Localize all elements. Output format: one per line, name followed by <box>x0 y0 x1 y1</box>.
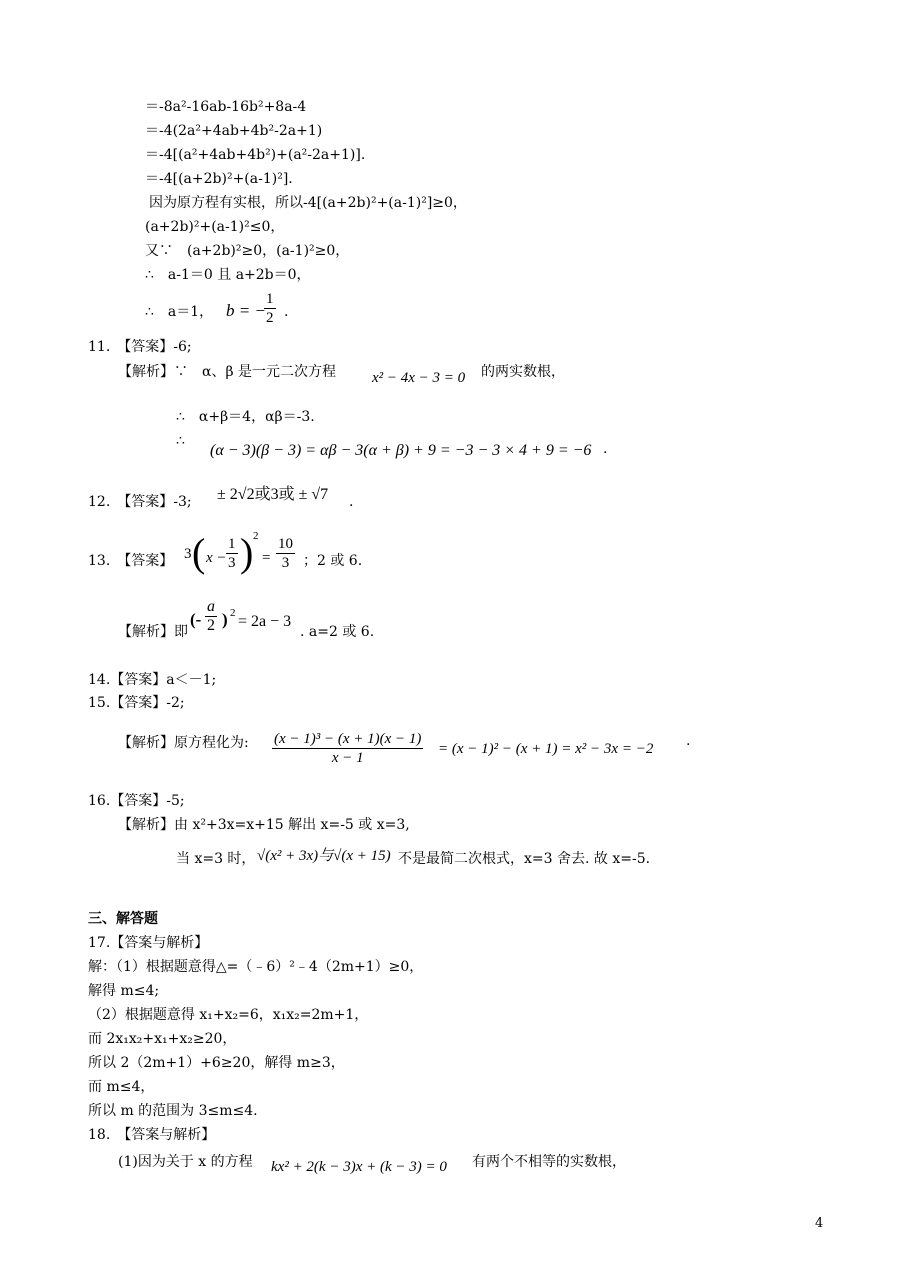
answer-line: 12. 【答案】-3; <box>88 494 192 510</box>
fraction-denominator: 2 <box>207 617 215 634</box>
text-line: 的两实数根， <box>481 364 565 380</box>
text-line: . <box>284 304 289 320</box>
text-line: 解得 m≤4; <box>88 983 160 999</box>
math-coefficient: 3 <box>184 546 192 562</box>
fraction-denominator: x − 1 <box>331 750 364 766</box>
answer-line: 16.【答案】-5; <box>88 793 185 809</box>
page-number: 4 <box>815 1216 824 1231</box>
text-line: . <box>686 733 691 749</box>
question-heading: 18. 【答案与解析】 <box>88 1127 216 1143</box>
text-line: ∴ a＝1， <box>145 304 214 320</box>
text-line: 又∵ (a+2b)²≥0，(a-1)²≥0， <box>145 243 350 259</box>
analysis-line: 【解析】即 <box>118 624 188 640</box>
text-line: 所以 m 的范围为 3≤m≤4. <box>88 1103 258 1119</box>
answer-line: 13. 【答案】 <box>88 553 174 569</box>
fraction-numerator: 10 <box>278 536 293 552</box>
text-line: ∴ a-1＝0 且 a+2b＝0， <box>145 267 311 283</box>
text-line: ＝-4[(a²+4ab+4b²)+(a²-2a+1)]. <box>145 147 366 163</box>
text-line: ∴ α+β＝4，αβ＝-3. <box>176 409 315 425</box>
math-fraction <box>272 730 423 767</box>
answer-line: 15.【答案】-2; <box>88 695 185 711</box>
text-line: （2）根据题意得 x₁+x₂=6，x₁x₂=2m+1， <box>88 1007 369 1023</box>
fraction-denominator: 3 <box>281 555 290 571</box>
text-line: . a=2 或 6. <box>300 624 375 640</box>
exponent: 2 <box>230 607 236 619</box>
analysis-line: 【解析】由 x²+3x=x+15 解出 x=-5 或 x=3, <box>118 817 410 833</box>
math-expression: x² − 4x − 3 = 0 <box>372 370 466 386</box>
fraction-numerator: 1 <box>228 536 236 552</box>
math-expression: = (x − 1)² − (x + 1) = x² − 3x = −2 <box>438 741 654 757</box>
text-line: 所以 2（2m+1）+6≥20，解得 m≥3， <box>88 1055 345 1071</box>
text-line: ∴ <box>176 433 185 449</box>
math-fraction <box>264 290 276 327</box>
math-expression: kx² + 2(k − 3)x + (k − 3) = 0 <box>271 1159 447 1175</box>
fraction-numerator: 1 <box>266 291 274 307</box>
text-line: 当 x=3 时， <box>176 851 256 867</box>
math-fraction <box>276 535 295 572</box>
text-line: ＝-4[(a+2b)²+(a-1)²]. <box>145 171 293 187</box>
text-line: ＝-8a²-16ab-16b²+8a-4 <box>145 99 307 115</box>
left-paren: ( <box>192 530 206 575</box>
math-open: (- <box>190 610 202 629</box>
fraction-denominator: 3 <box>228 555 236 571</box>
fraction-numerator: a <box>207 598 215 615</box>
text-line: . <box>349 494 354 510</box>
text-line: ＝-4(2a²+4ab+4b²-2a+1) <box>145 123 323 139</box>
math-fraction <box>226 535 238 572</box>
exponent: 2 <box>253 530 259 542</box>
math-expression: x − <box>206 550 227 566</box>
text-line: ；2 或 6. <box>303 553 363 569</box>
math-expression: = 2a − 3 <box>238 613 292 630</box>
right-paren: ) <box>240 530 254 575</box>
math-expression: √(x² + 3x)与√(x + 15) <box>257 848 391 864</box>
text-line: (1)因为关于 x 的方程 <box>118 1154 253 1170</box>
text-line: 而 m≤4， <box>88 1079 155 1095</box>
answer-line: 14.【答案】a＜－1; <box>88 672 217 688</box>
math-expression: (α − 3)(β − 3) = αβ − 3(α + β) + 9 = −3 − 3 × 4 + 9 = −6 <box>210 442 592 459</box>
question-heading: 17.【答案与解析】 <box>88 935 209 951</box>
text-line: 有两个不相等的实数根， <box>472 1154 626 1170</box>
text-line: (a+2b)²+(a-1)²≤0， <box>145 219 285 235</box>
answer-line: 11. 【答案】-6; <box>88 339 192 355</box>
text-line: 不是最简二次根式，x=3 舍去. 故 x=-5. <box>398 851 651 867</box>
text-line: 因为原方程有实根，所以-4[(a+2b)²+(a-1)²]≥0， <box>149 195 467 211</box>
math-close: ) <box>222 610 228 629</box>
section-heading: 三、解答题 <box>88 911 158 927</box>
fraction-numerator: (x − 1)³ − (x + 1)(x − 1) <box>274 731 422 747</box>
equals-sign: = <box>262 550 271 566</box>
text-line: 而 2x₁x₂+x₁+x₂≥20， <box>88 1031 237 1047</box>
analysis-line: 【解析】∵ α、β 是一元二次方程 <box>118 364 336 380</box>
math-expression: ± 2√2或3或 ± √7 <box>217 486 329 503</box>
math-expression: b = − <box>226 301 266 320</box>
text-line: 解：（1）根据题意得△=（﹣6）²﹣4（2m+1）≥0， <box>88 959 424 975</box>
text-line: . <box>603 441 608 457</box>
fraction-denominator: 2 <box>266 310 274 326</box>
math-fraction <box>205 598 217 635</box>
analysis-line: 【解析】原方程化为: <box>118 735 249 751</box>
